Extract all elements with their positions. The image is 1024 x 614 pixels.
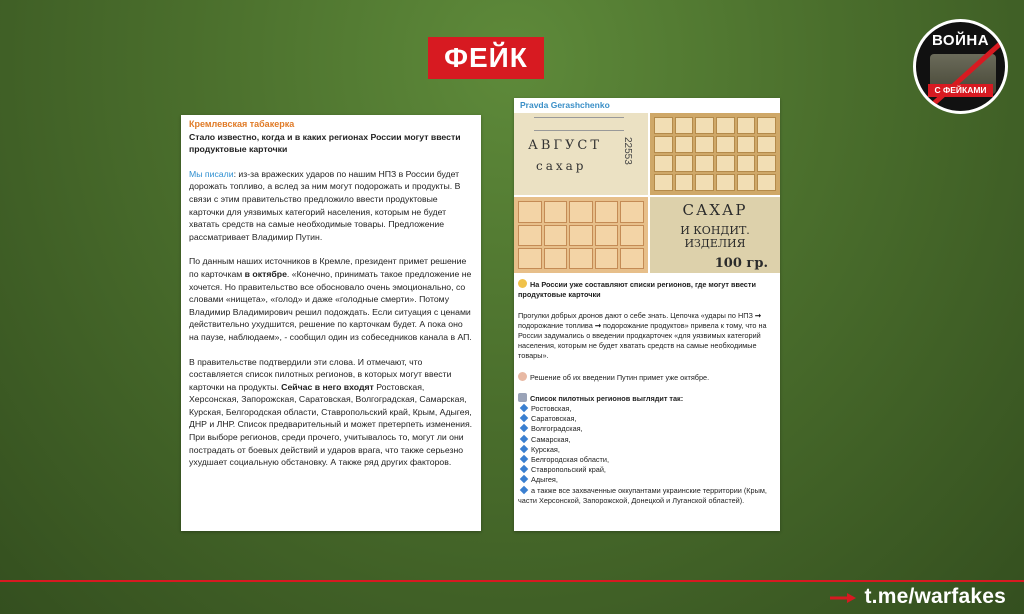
logo-bottom-text: С ФЕЙКАМИ	[928, 84, 993, 97]
left-post-p2-start: По данным наших источников в Кремле, президент примет решение по карточкам	[189, 256, 467, 279]
list-item	[518, 435, 776, 445]
left-post-p3-start: В правительстве подтвердили эти слова. И отмечают, что составляется список пилотных регионов, в которых могут ввести карточки на продукты.	[189, 356, 452, 392]
blue-diamond-icon	[520, 414, 528, 422]
region-name: а также все захваченные оккупантами украинские территории (Крым, части Херсонской, Запорожской, Донецкой и Луганской областей).	[518, 485, 767, 505]
left-post-p3-bold: Сейчас в него входят	[281, 381, 374, 392]
list-item	[518, 455, 776, 465]
regions-list	[518, 404, 776, 506]
blue-diamond-icon	[520, 465, 528, 473]
right-post-channel: Pravda Gerashchenko	[520, 100, 610, 110]
blue-diamond-icon	[520, 485, 528, 493]
region-name: Ставропольский край,	[531, 465, 606, 475]
left-post-channel: Кремлевская табакерка	[189, 119, 295, 129]
putin-face-icon	[518, 372, 527, 381]
list-item	[518, 424, 776, 434]
we-wrote-link[interactable]: Мы писали	[189, 168, 234, 179]
region-name: Курская,	[531, 444, 560, 454]
list-item	[518, 475, 776, 485]
list-item	[518, 414, 776, 424]
list-item	[518, 465, 776, 475]
photo-sugar-title: САХАР	[682, 201, 748, 220]
region-name: Белгородская области,	[531, 455, 609, 465]
right-post-paragraph-1	[518, 311, 776, 362]
list-item	[518, 486, 776, 506]
photo-august-number: 22553	[622, 137, 634, 166]
photo-sugar-sub: И КОНДИТ. ИЗДЕЛИЯ	[680, 224, 750, 251]
right-post-p1-a: Прогулки добрых дронов дают о себе знать. Цепочка «удары по НПЗ	[518, 310, 755, 320]
right-post-list-title-text: Список пилотных регионов выглядит так:	[530, 393, 684, 403]
arrow-icon: ➞	[754, 310, 762, 320]
ration-card-photo-sugar	[650, 197, 780, 273]
left-post-p1-text: : из-за вражеских ударов по нашим НПЗ в России будет дорожать топливо, а вслед за ним могут подорожать и продукты. В связи с этим правительство предложило ввести продуктовые карточки для уязвимых категорий населения, которым не будет хватать средств на самые необходимые товары. Предложение рассматривает Владимир Путин.	[189, 168, 461, 242]
region-name: Волгоградская,	[531, 424, 583, 434]
fake-badge: ФЕЙК	[428, 37, 544, 79]
clipboard-icon	[518, 393, 527, 402]
region-name: Адыгея,	[531, 475, 558, 485]
list-item	[518, 445, 776, 455]
region-name: Саратовская,	[531, 414, 577, 424]
right-post-p1-b: подорожание топлива	[518, 320, 595, 330]
pointing-hand-icon	[518, 279, 527, 288]
left-post-headline: Стало известно, когда и в каких регионах России могут ввести продуктовые карточки	[189, 131, 461, 155]
left-post-screenshot	[181, 115, 481, 531]
arrow-icon: ➞	[594, 320, 601, 330]
right-post-headline	[518, 279, 776, 300]
right-post-list-title	[518, 393, 776, 404]
right-post-p2-text: Решение об их введении Путин примет уже октябре.	[530, 372, 710, 382]
left-post-p2-bold: в октябре	[244, 268, 287, 279]
list-item	[518, 404, 776, 414]
ration-card-photo-coupons	[514, 197, 648, 273]
blue-diamond-icon	[520, 445, 528, 453]
logo-top-text: ВОЙНА	[931, 32, 990, 49]
right-post-p1-c: подорожание продуктов» привела к тому, что на России задумались о введении продкарточек «для уязвимых категорий населения, которым не будет хватать средств на самые необходимые товары».	[518, 320, 767, 361]
telegram-channel-link[interactable]: t.me/warfakes	[864, 585, 1006, 608]
photo-august-title: АВГУСТ	[528, 138, 603, 154]
left-post-paragraph-1	[189, 168, 474, 244]
footer-divider	[0, 580, 1024, 582]
blue-diamond-icon	[520, 424, 528, 432]
war-on-fakes-logo	[913, 19, 1008, 114]
right-post-screenshot	[514, 98, 780, 531]
region-name: Ростовская,	[531, 404, 572, 414]
photo-august-sub: сахар	[536, 159, 587, 174]
ration-cards-photo-collage[interactable]	[514, 113, 780, 275]
right-post-headline-text: На России уже составляют списки регионов, где могут ввести продуктовые карточки	[518, 280, 756, 300]
blue-diamond-icon	[520, 434, 528, 442]
left-post-p3-rest: Ростовская, Херсонская, Запорожская, Саратовская, Волгоградская, Самарская, Курская, Белгородская области, Ставропольский край, Крым, Адыгея, ДНР и ЛНР. Список предварительный и может претерпеть изменения. При выборе регионов, среди прочего, учитывалось то, могут ли они пострадать от боевых действий и ударов врага, что также серьезно ухудшает социальную обстановку. А также ряд других факторов.	[189, 381, 473, 468]
photo-sugar-price: 100 гр.	[714, 256, 768, 271]
ration-card-photo-grid	[650, 113, 780, 195]
blue-diamond-icon	[520, 475, 528, 483]
left-post-paragraph-3	[189, 356, 474, 469]
blue-diamond-icon	[520, 455, 528, 463]
right-post-paragraph-2	[518, 372, 776, 383]
region-name: Самарская,	[531, 434, 571, 444]
blue-diamond-icon	[520, 404, 528, 412]
left-post-p2-rest: . «Конечно, принимать такое предложение не хочется. Но правительство все обосновало очень эмоционально, со словами «нищета», «голод» и даже «голодные смерти». Потому Владимир Владимирович решил подождать. Если ситуация с ценами действительно ухудшится, решение по карточкам будет. А пока оно на паузе, наблюдаем», - сообщил один из собеседников канала в АП.	[189, 268, 472, 342]
arrow-right-icon	[830, 593, 856, 603]
left-post-paragraph-2	[189, 255, 474, 343]
ration-card-photo-august	[514, 113, 648, 195]
